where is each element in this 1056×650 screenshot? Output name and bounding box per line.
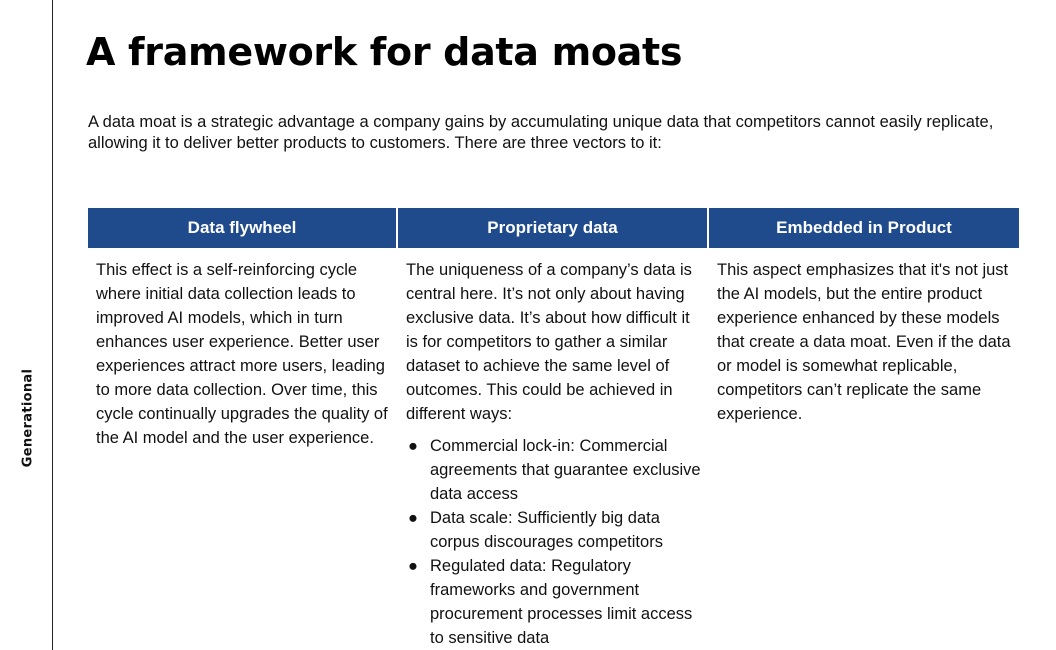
column-text: The uniqueness of a company’s data is central here. It’s not only about having exclusive data. It’s about how difficult it is for competitors to gather a similar dataset to achieve the same level of outcomes. This could be achieved in different ways: [406, 261, 692, 423]
bullet-icon: ● [408, 437, 418, 455]
list-item [406, 506, 701, 554]
column-proprietary-data [398, 208, 709, 650]
bullet-icon: ● [408, 557, 418, 575]
framework-table [88, 208, 1019, 650]
bullet-list [406, 434, 701, 650]
list-item [406, 554, 701, 650]
column-body [88, 248, 398, 450]
bullet-icon: ● [408, 509, 418, 527]
list-item [406, 434, 701, 506]
column-body [709, 248, 1019, 426]
column-header: Data flywheel [88, 208, 398, 248]
column-data-flywheel [88, 208, 398, 650]
column-embedded-in-product [709, 208, 1019, 650]
list-item-text: Data scale: Sufficiently big data corpus discourages competitors [430, 509, 663, 551]
column-text: This effect is a self-reinforcing cycle where initial data collection leads to improved AI models, which in turn enhances user experience. Better user experiences attract more users, leading to more data collection. Over time, this cycle continually upgrades the quality of the AI model and the user experience. [96, 261, 388, 447]
vertical-divider [52, 0, 53, 650]
column-header: Proprietary data [398, 208, 709, 248]
column-text: This aspect emphasizes that it's not just the AI models, but the entire product experience enhanced by these models that create a data moat. Even if the data or model is somewhat replicable, competitors can’t replicate the same experience. [717, 261, 1011, 423]
column-body [398, 248, 709, 650]
list-item-text: Commercial lock-in: Commercial agreements that guarantee exclusive data access [430, 437, 701, 503]
page-title: A framework for data moats [86, 30, 683, 74]
column-header: Embedded in Product [709, 208, 1019, 248]
side-label: Generational [20, 368, 36, 468]
intro-paragraph: A data moat is a strategic advantage a company gains by accumulating unique data that competitors cannot easily replicate, allowing it to deliver better products to customers. There are three vectors to it: [88, 113, 994, 152]
list-item-text: Regulated data: Regulatory frameworks and government procurement processes limit access to sensitive data [430, 557, 693, 647]
